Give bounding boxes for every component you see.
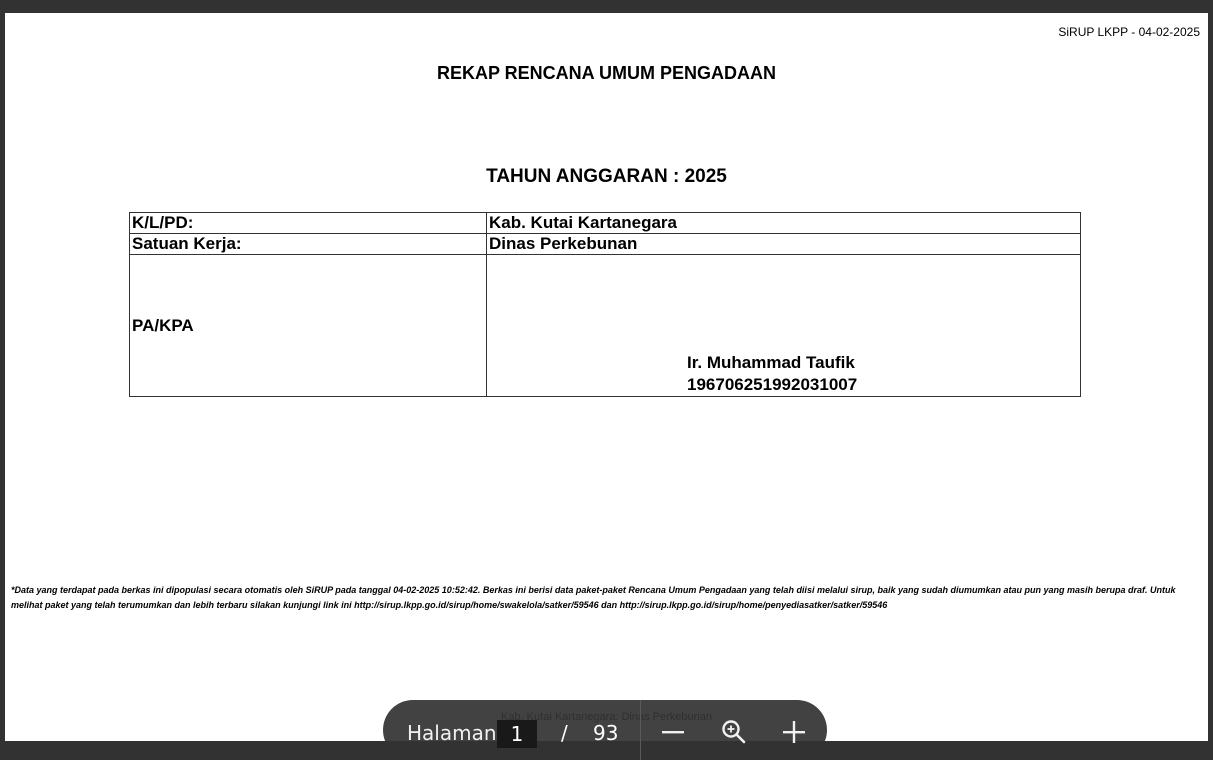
row-value-satker: Dinas Perkebunan — [487, 234, 1081, 255]
row-value-klpd: Kab. Kutai Kartanegara — [487, 213, 1081, 234]
row-label-klpd: K/L/PD: — [130, 213, 487, 234]
document-title: REKAP RENCANA UMUM PENGADAAN — [436, 63, 776, 83]
toolbar-divider — [640, 700, 641, 760]
zoom-in-icon — [782, 720, 806, 744]
zoom-in-button[interactable] — [776, 714, 812, 750]
document-header-stamp: SiRUP LKPP - 04-02-2025 — [1058, 25, 1200, 39]
table-row — [130, 213, 1081, 234]
row-label-satker: Satuan Kerja: — [130, 234, 487, 255]
zoom-out-button[interactable] — [655, 714, 691, 750]
pa-signature-cell — [487, 255, 1081, 397]
total-pages: 93 — [593, 721, 619, 745]
footnote: *Data yang terdapat pada berkas ini dipopulasi secara otomatis oleh SiRUP pada tanggal 04-02-2025 10:52:42. Berkas ini berisi data paket-paket Rencana Umum Pengadaan yang telah diisi melalui sirup, baik yang sudah diumumkan atau pun yang masih berupa draf. Untuk melihat paket yang telah terumumkan dan lebih terbaru silakan kunjungi link ini http://sirup.lkpp.go.id/sirup/home/swakelola/satker/59546 dan http://sirup.lkpp.go.id/sirup/home/penyediasatker/satker/59546 — [11, 585, 1176, 610]
table-row — [130, 234, 1081, 255]
pdf-viewer-toolbar — [383, 700, 827, 760]
pa-name: Ir. Muhammad Taufik — [687, 353, 855, 372]
page-separator: / — [561, 721, 568, 745]
zoom-fit-icon — [721, 719, 747, 745]
page-number-input[interactable] — [497, 720, 537, 748]
zoom-fit-button[interactable] — [716, 714, 752, 750]
zoom-out-icon — [661, 720, 685, 744]
row-label-pa: PA/KPA — [130, 255, 487, 397]
pdf-page — [5, 13, 1208, 741]
page-label: Halaman — [407, 721, 497, 745]
info-table — [129, 212, 1081, 397]
table-row — [130, 255, 1081, 397]
document-subtitle: TAHUN ANGGARAN : 2025 — [486, 166, 727, 187]
pa-nip: 196706251992031007 — [687, 375, 858, 394]
